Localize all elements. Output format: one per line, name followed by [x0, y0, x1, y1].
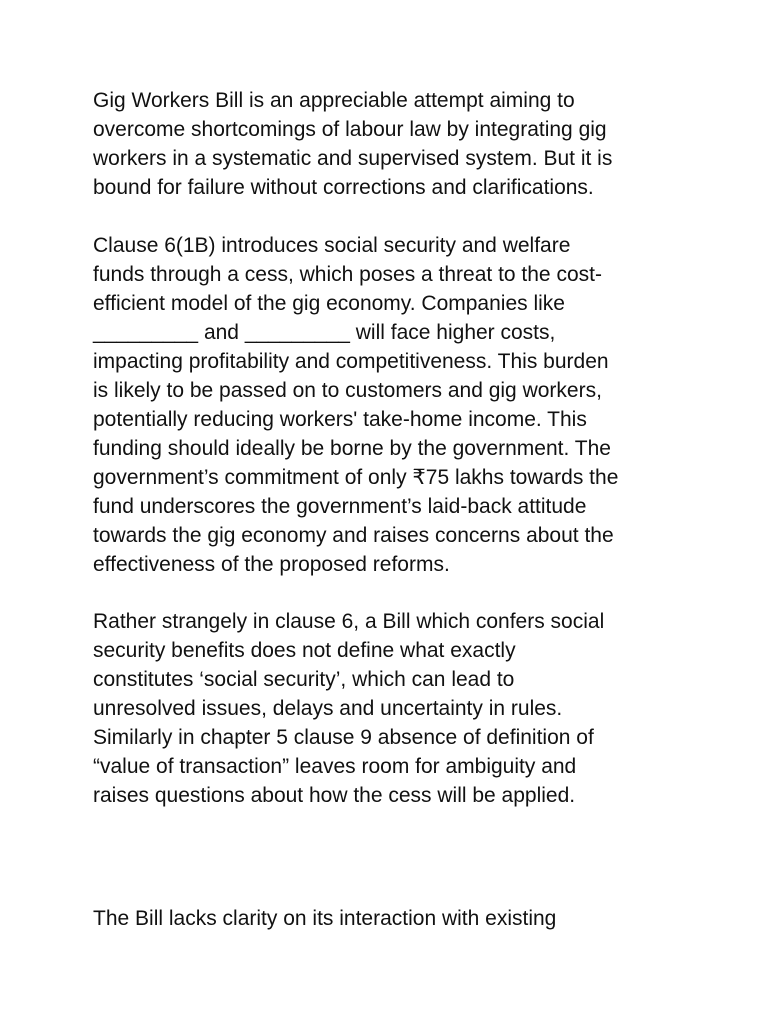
text-line: The Bill lacks clarity on its interaction with existing: [93, 907, 557, 930]
text-line: impacting profitability and competitiveness. This burden: [93, 350, 609, 373]
text-line: is likely to be passed on to customers and gig workers,: [93, 379, 602, 402]
text-line: effectiveness of the proposed reforms.: [93, 553, 450, 576]
text-line: raises questions about how the cess will be applied.: [93, 784, 576, 807]
text-line: workers in a systematic and supervised system. But it is: [93, 147, 613, 170]
text-line: Rather strangely in clause 6, a Bill which confers social: [93, 610, 605, 633]
text-line: funding should ideally be borne by the government. The: [93, 437, 611, 460]
text-line: towards the gig economy and raises concerns about the: [93, 524, 614, 547]
paragraph-interaction-laws: [93, 904, 693, 933]
text-line: efficient model of the gig economy. Companies like: [93, 292, 565, 315]
text-line: Gig Workers Bill is an appreciable attempt aiming to: [93, 89, 575, 112]
text-line: overcome shortcomings of labour law by integrating gig: [93, 118, 607, 141]
text-line: government’s commitment of only ₹75 lakhs towards the: [93, 466, 619, 489]
text-line: _________ and _________ will face higher costs,: [93, 321, 556, 344]
text-line: potentially reducing workers' take-home income. This: [93, 408, 587, 431]
text-line: “value of transaction” leaves room for ambiguity and: [93, 755, 577, 778]
text-line: Clause 6(1B) introduces social security and welfare: [93, 234, 571, 257]
text-line: constitutes ‘social security’, which can lead to: [93, 668, 515, 691]
text-line: unresolved issues, delays and uncertainty in rules.: [93, 697, 563, 720]
text-line: fund underscores the government’s laid-back attitude: [93, 495, 587, 518]
text-line: security benefits does not define what exactly: [93, 639, 516, 662]
text-line: funds through a cess, which poses a threat to the cost-: [93, 263, 602, 286]
paragraph-introduction: [93, 86, 693, 202]
text-line: bound for failure without corrections and clarifications.: [93, 176, 594, 199]
paragraph-clause-6-1b: [93, 231, 693, 579]
text-line: Similarly in chapter 5 clause 9 absence of definition of: [93, 726, 594, 749]
paragraph-clause-6-definition: [93, 607, 693, 810]
